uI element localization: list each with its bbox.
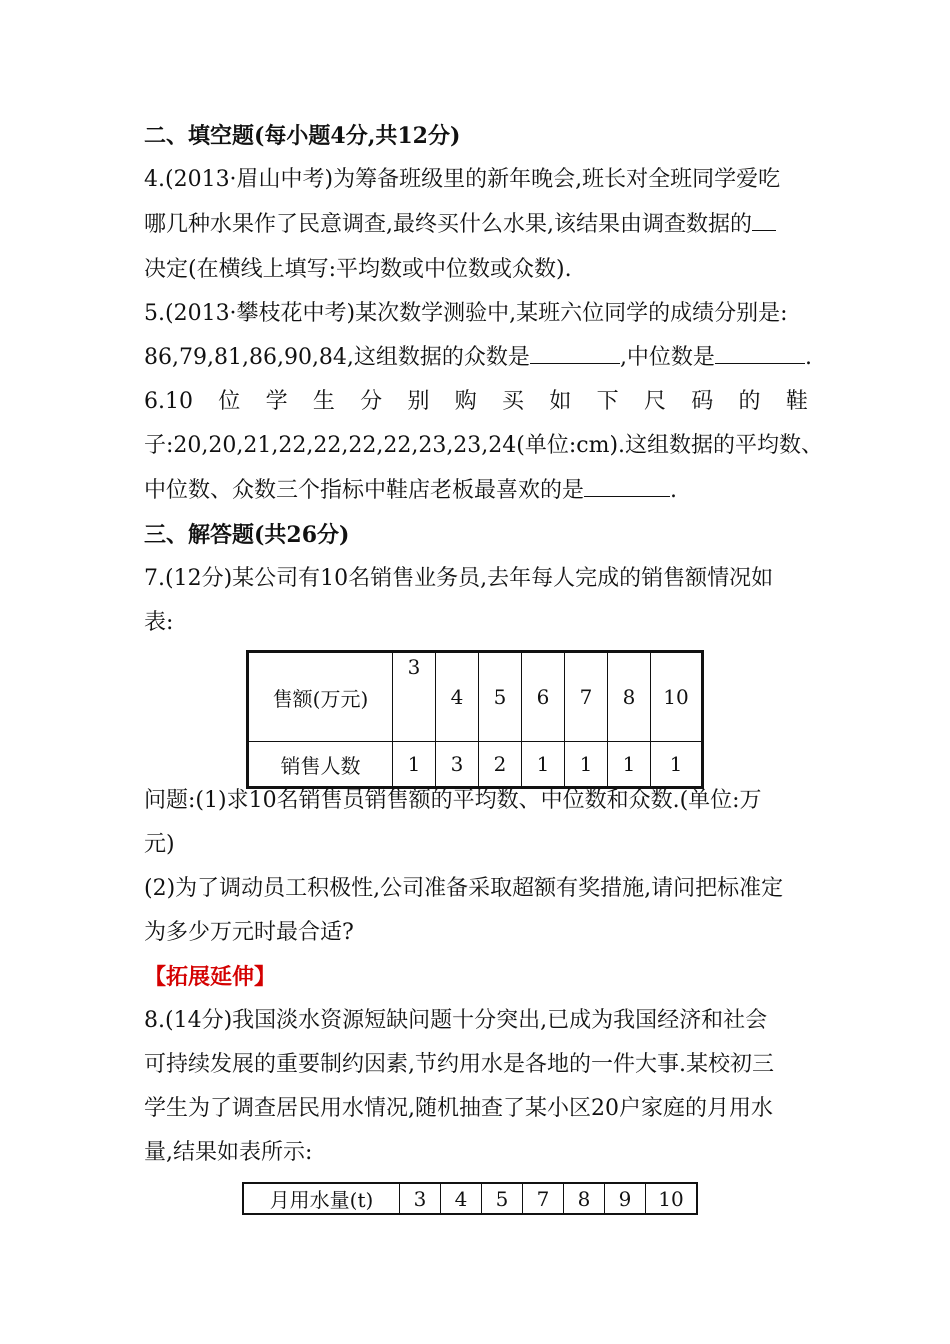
section2-heading: 二、填空题(每小题4分,共12分) [144,123,461,149]
q6-word: 购 [454,389,477,414]
water-usage-table [242,1182,698,1215]
q7-question1-line1: 问题:(1)求10名销售员销售额的平均数、中位数和众数.(单位:万 [144,788,762,813]
q6-word: 如 [549,389,572,414]
table-cell: 4 [436,652,479,742]
table-cell: 9 [605,1183,646,1214]
q7-question2-line2: 为多少万元时最合适? [144,920,354,945]
answer-blank [584,476,670,497]
q6-end: . [670,478,678,503]
q6-word: 鞋 [785,389,808,414]
table-cell: 5 [479,652,522,742]
table-cell: 1 [522,742,565,788]
table-cell: 10 [651,652,703,742]
q8-line2: 可持续发展的重要制约因素,节约用水是各地的一件大事.某校初三 [144,1052,774,1077]
q5-text-c: . [804,345,812,370]
q5-text-b: ,中位数是 [619,345,715,370]
q4-line2-text: 哪几种水果作了民意调查,最终买什么水果,该结果由调查数据的 [144,212,752,237]
table-cell: 6 [522,652,565,742]
q7-question2-line1: (2)为了调动员工积极性,公司准备采取超额有奖措施,请问把标准定 [144,876,784,901]
section3-heading: 三、解答题(共26分) [144,522,350,548]
table-cell: 7 [523,1183,564,1214]
table-cell: 8 [608,652,651,742]
q6-word: 别 [407,389,430,414]
table-cell: 5 [482,1183,523,1214]
table-row [248,652,703,742]
table-cell: 3 [436,742,479,788]
q8-line1: 8.(14分)我国淡水资源短缺问题十分突出,已成为我国经济和社会 [144,1008,768,1033]
q6-line2: 子:20,20,21,22,22,22,22,23,23,24(单位:cm).这组数据的平均数、 [144,433,824,458]
q6-word: 码 [691,389,714,414]
q6-word: 下 [596,389,619,414]
table-cell: 1 [393,742,436,788]
table-cell: 1 [608,742,651,788]
table-header-cell: 月用水量(t) [243,1183,400,1214]
q5-text-a: 86,79,81,86,90,84,这组数据的众数是 [144,345,530,370]
q4-line1: 4.(2013·眉山中考)为筹备班级里的新年晚会,班长对全班同学爱吃 [144,167,781,192]
q7-line1: 7.(12分)某公司有10名销售业务员,去年每人完成的销售额情况如 [144,566,774,591]
table-cell: 8 [564,1183,605,1214]
q7-question1-line2: 元) [144,832,175,857]
table-row [243,1183,697,1214]
q5-line2 [144,343,812,373]
q6-word: 学 [265,389,288,414]
q6-word: 的 [738,389,761,414]
table-row [248,742,703,788]
q8-line4: 量,结果如表所示: [144,1140,313,1165]
table-header-cell: 销售人数 [248,742,393,788]
table-cell: 7 [565,652,608,742]
table-cell: 4 [441,1183,482,1214]
table-cell: 10 [646,1183,698,1214]
q6-text: 中位数、众数三个指标中鞋店老板最喜欢的是 [144,478,585,503]
table-cell: 3 [393,652,436,742]
q6-line1 [144,387,808,417]
q6-word: 买 [502,389,525,414]
q8-line3: 学生为了调查居民用水情况,随机抽查了某小区20户家庭的月用水 [144,1096,773,1121]
table-cell: 1 [651,742,703,788]
q6-word: 位 [218,389,241,414]
q4-line3: 决定(在横线上填写:平均数或中位数或众数). [144,257,572,282]
answer-blank [530,343,620,364]
sales-table [246,650,704,789]
q7-line2: 表: [144,610,174,635]
table-header-cell: 售额(万元) [248,652,393,742]
q5-line1: 5.(2013·攀枝花中考)某次数学测验中,某班六位同学的成绩分别是: [144,301,788,326]
q6-word: 分 [360,389,383,414]
q6-word: 生 [312,389,335,414]
answer-blank [715,343,805,364]
answer-blank [752,210,776,231]
extension-heading: 【拓展延伸】 [144,964,277,990]
q4-line2 [144,210,776,240]
table-cell: 1 [565,742,608,788]
q6-line3 [144,476,677,506]
q6-word: 尺 [643,389,666,414]
table-cell: 3 [400,1183,441,1214]
q6-word: 6.10 [144,389,193,414]
table-cell: 2 [479,742,522,788]
